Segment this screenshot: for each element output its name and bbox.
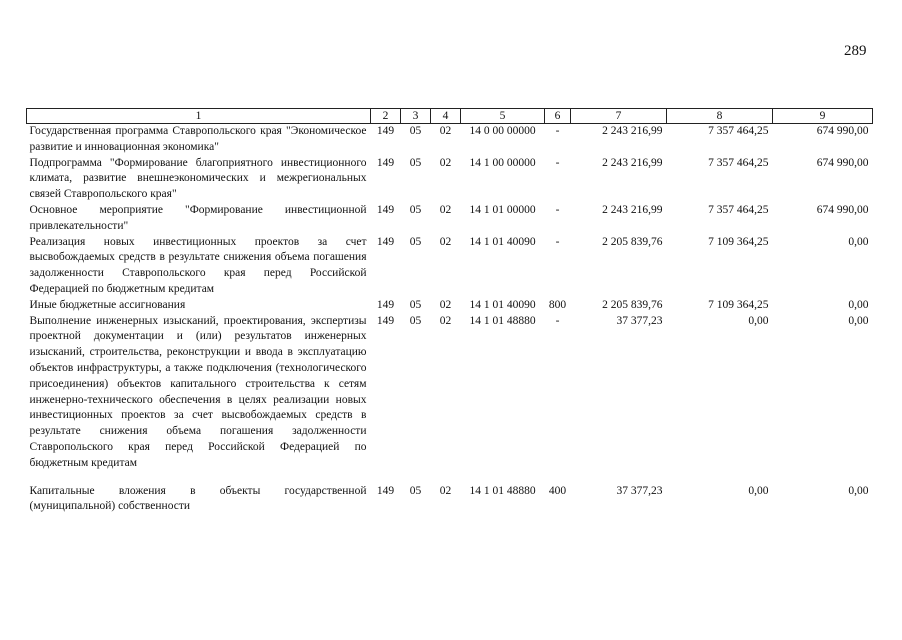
row-code-target: 14 1 01 40090	[469, 298, 536, 311]
row-name: Реализация новых инвестиционных проектов за счет высвобождаемых средств в результате снижения объема погашения задолженности Ставропольского края перед Российской Федерацией по бюджетным кредитам	[29, 235, 367, 295]
row-code-target: 14 0 00 00000	[469, 125, 536, 137]
row-code-subsection: 02	[439, 484, 452, 497]
row-code-expense-type: -	[555, 314, 560, 327]
row-code-ministry: 149	[376, 484, 395, 497]
row-amount-col7: 2 243 216,99	[602, 156, 663, 169]
row-code-expense-type: -	[555, 125, 560, 137]
row-code-section: 05	[409, 314, 422, 327]
row-amount-col8: 7 109 364,25	[708, 235, 769, 248]
row-code-ministry: 149	[376, 314, 395, 327]
row-amount-col8: 7 357 464,25	[708, 125, 769, 137]
row-amount-col9: 0,00	[848, 484, 869, 497]
row-amount-col7: 37 377,23	[616, 314, 663, 327]
table-row	[27, 484, 873, 516]
row-code-subsection: 02	[439, 156, 452, 169]
row-name: Иные бюджетные ассигнования	[29, 298, 186, 311]
row-code-target: 14 1 01 48880	[469, 314, 536, 327]
row-amount-col9: 0,00	[848, 314, 869, 327]
row-name: Выполнение инженерных изысканий, проектирования, экспертизы проектной документации и (или) результатов инженерных изысканий, строительства, реконструкции и ввода в эксплуатацию объектов инфраструктуры, а также подключения (технологического присоединения) объектов капитального строительства к сетям инженерно-технического обеспечения в целях реализации новых инвестиционных проектов за счет высвобождаемых средств в результате снижения объема погашения задолженности Ставропольского края перед Российской Федерацией по бюджетным кредитам	[29, 314, 367, 469]
row-code-ministry: 149	[376, 156, 395, 169]
column-header-6: 6	[545, 109, 571, 124]
row-amount-col8: 7 357 464,25	[708, 156, 769, 169]
row-code-expense-type: -	[555, 156, 560, 169]
row-code-ministry: 149	[376, 298, 395, 311]
row-amount-col9: 674 990,00	[816, 125, 869, 137]
row-amount-col9: 674 990,00	[816, 156, 869, 169]
table-row	[27, 235, 873, 298]
column-header-4: 4	[431, 109, 461, 124]
row-name: Капитальные вложения в объекты государственной (муниципальной) собственности	[29, 484, 367, 513]
table-row	[27, 156, 873, 203]
row-code-target: 14 1 01 40090	[469, 235, 536, 248]
row-amount-col9: 0,00	[848, 235, 869, 248]
column-header-3: 3	[401, 109, 431, 124]
row-code-subsection: 02	[439, 235, 452, 248]
row-code-ministry: 149	[376, 203, 395, 216]
row-spacer-cell	[27, 472, 873, 484]
row-amount-col9: 674 990,00	[816, 203, 869, 216]
row-spacer	[27, 472, 873, 484]
row-amount-col9: 0,00	[848, 298, 869, 311]
row-code-target: 14 1 01 48880	[469, 484, 536, 497]
row-code-section: 05	[409, 235, 422, 248]
column-header-8: 8	[667, 109, 773, 124]
row-amount-col7: 2 243 216,99	[602, 203, 663, 216]
row-amount-col8: 7 357 464,25	[708, 203, 769, 216]
row-code-section: 05	[409, 484, 422, 497]
row-name: Основное мероприятие "Формирование инвестиционной привлекательности"	[29, 203, 367, 232]
table-row	[27, 124, 873, 156]
table-row	[27, 298, 873, 314]
row-amount-col8: 7 109 364,25	[708, 298, 769, 311]
row-code-section: 05	[409, 156, 422, 169]
row-amount-col8: 0,00	[748, 484, 769, 497]
row-amount-col7: 2 243 216,99	[602, 125, 663, 137]
row-code-expense-type: -	[555, 235, 560, 248]
page-number: 289	[844, 43, 867, 59]
column-header-1: 1	[27, 109, 371, 124]
row-code-section: 05	[409, 125, 422, 137]
row-name: Подпрограмма "Формирование благоприятного инвестиционного климата, развитие внешнеэкономических и межрегиональных связей Ставропольского края"	[29, 156, 367, 201]
column-header-7: 7	[571, 109, 667, 124]
column-header-2: 2	[371, 109, 401, 124]
row-amount-col7: 2 205 839,76	[602, 235, 663, 248]
row-code-expense-type: 800	[548, 298, 567, 311]
row-amount-col7: 37 377,23	[616, 484, 663, 497]
row-code-ministry: 149	[376, 125, 395, 137]
table-row	[27, 314, 873, 472]
row-amount-col8: 0,00	[748, 314, 769, 327]
column-header-9: 9	[773, 109, 873, 124]
row-code-expense-type: 400	[548, 484, 567, 497]
row-code-section: 05	[409, 298, 422, 311]
row-code-ministry: 149	[376, 235, 395, 248]
row-code-target: 14 1 00 00000	[469, 156, 536, 169]
row-amount-col7: 2 205 839,76	[602, 298, 663, 311]
row-code-target: 14 1 01 00000	[469, 203, 536, 216]
row-code-subsection: 02	[439, 203, 452, 216]
row-code-subsection: 02	[439, 298, 452, 311]
row-code-section: 05	[409, 203, 422, 216]
row-code-expense-type: -	[555, 203, 560, 216]
column-number-header-row	[27, 109, 873, 124]
row-name: Государственная программа Ставропольского края "Экономическое развитие и инновационная экономика"	[29, 125, 367, 153]
table-row	[27, 203, 873, 235]
row-code-subsection: 02	[439, 314, 452, 327]
row-code-subsection: 02	[439, 125, 452, 137]
column-header-5: 5	[461, 109, 545, 124]
budget-table	[26, 108, 873, 515]
